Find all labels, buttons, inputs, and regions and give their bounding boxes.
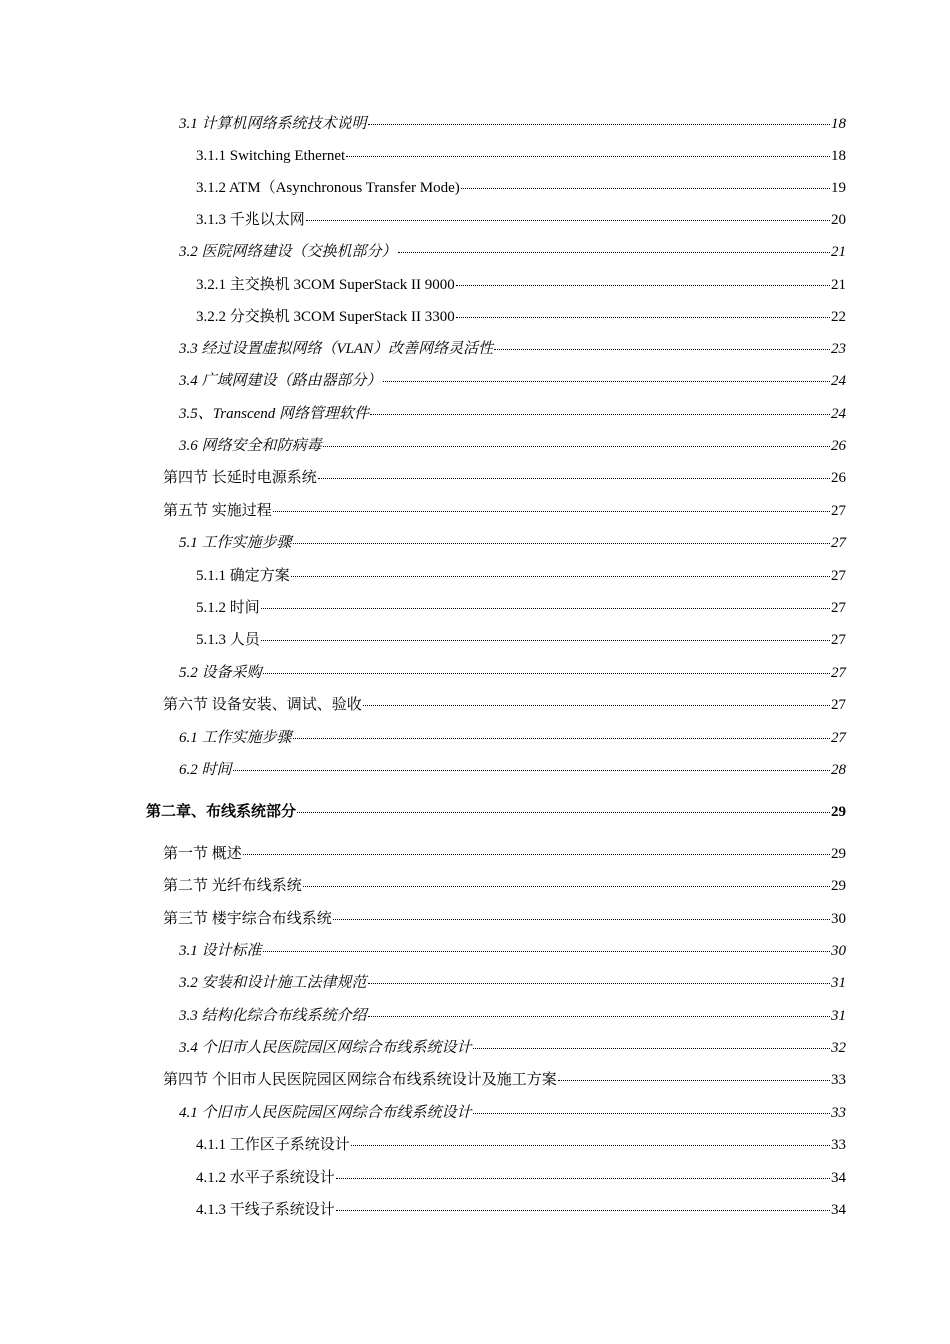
toc-entry[interactable] (179, 242, 846, 262)
toc-entry-title: 3.2 医院网络建设（交换机部分） (179, 244, 397, 260)
toc-entry[interactable] (196, 630, 846, 650)
toc-entry-title: 3.1.2 ATM（Asynchronous Transfer Mode) (196, 180, 460, 196)
toc-entry[interactable] (179, 663, 846, 683)
toc-entry-page-number: 27 (831, 665, 846, 681)
toc-entry-title: 3.1 设计标准 (179, 943, 262, 959)
toc-dot-leader (243, 853, 830, 855)
toc-entry[interactable] (196, 1135, 846, 1155)
toc-entry-page-number: 27 (831, 535, 846, 551)
toc-entry-page-number: 24 (831, 406, 846, 422)
toc-entry-page-number: 18 (831, 116, 846, 132)
toc-entry-page-number: 24 (831, 373, 846, 389)
toc-entry[interactable] (179, 371, 846, 391)
toc-entry-title: 4.1.2 水平子系统设计 (196, 1170, 335, 1186)
toc-dot-leader (261, 639, 830, 641)
toc-entry-title: 3.2 安装和设计施工法律规范 (179, 975, 367, 991)
toc-dot-leader (273, 510, 830, 512)
toc-dot-leader (368, 1015, 830, 1017)
toc-entry[interactable] (163, 501, 846, 521)
toc-entry[interactable] (179, 941, 846, 961)
toc-entry-title: 5.1 工作实施步骤 (179, 535, 292, 551)
toc-entry-page-number: 27 (831, 730, 846, 746)
toc-dot-leader (456, 316, 830, 318)
toc-entry-page-number: 18 (831, 148, 846, 164)
toc-entry-title: 4.1 个旧市人民医院园区网综合布线系统设计 (179, 1105, 472, 1121)
toc-entry-title: 4.1.3 干线子系统设计 (196, 1202, 335, 1218)
toc-entry-page-number: 31 (831, 1008, 846, 1024)
toc-entry-title: 5.1.1 确定方案 (196, 568, 290, 584)
toc-entry[interactable] (196, 178, 846, 198)
toc-dot-leader (303, 885, 830, 887)
toc-entry[interactable] (196, 598, 846, 618)
toc-dot-leader (333, 918, 830, 920)
toc-entry-page-number: 22 (831, 309, 846, 325)
toc-entry-page-number: 27 (831, 697, 846, 713)
toc-dot-leader (383, 380, 830, 382)
toc-entry-page-number: 27 (831, 568, 846, 584)
toc-dot-leader (461, 187, 830, 189)
toc-entry-title: 5.1.2 时间 (196, 600, 260, 616)
toc-entry[interactable] (179, 760, 846, 780)
toc-entry-title: 6.1 工作实施步骤 (179, 730, 292, 746)
toc-entry-page-number: 20 (831, 212, 846, 228)
toc-entry[interactable] (179, 973, 846, 993)
toc-dot-leader (368, 982, 830, 984)
toc-entry-title: 第二节 光纤布线系统 (163, 878, 302, 894)
toc-entry-title: 5.1.3 人员 (196, 632, 260, 648)
toc-entry-page-number: 29 (831, 804, 846, 820)
toc-dot-leader (346, 155, 830, 157)
toc-entry[interactable] (179, 339, 846, 359)
toc-entry[interactable] (163, 844, 846, 864)
toc-dot-leader (336, 1209, 830, 1211)
toc-entry-page-number: 21 (831, 244, 846, 260)
toc-dot-leader (368, 123, 830, 125)
toc-dot-leader (263, 672, 830, 674)
toc-dot-leader (263, 950, 830, 952)
toc-entry[interactable] (196, 1168, 846, 1188)
toc-dot-leader (336, 1177, 830, 1179)
toc-entry-page-number: 32 (831, 1040, 846, 1056)
toc-entry-title: 3.3 经过设置虚拟网络（VLAN）改善网络灵活性 (179, 341, 494, 357)
toc-entry[interactable] (179, 436, 846, 456)
toc-entry-page-number: 26 (831, 470, 846, 486)
toc-entry[interactable] (163, 1070, 846, 1090)
toc-entry-page-number: 26 (831, 438, 846, 454)
toc-entry[interactable] (196, 566, 846, 586)
toc-dot-leader (473, 1047, 830, 1049)
toc-entry[interactable] (196, 1200, 846, 1220)
toc-entry-title: 第一节 概述 (163, 846, 242, 862)
toc-entry-page-number: 29 (831, 846, 846, 862)
toc-entry-title: 3.2.1 主交换机 3COM SuperStack II 9000 (196, 277, 455, 293)
toc-dot-leader (351, 1144, 830, 1146)
toc-entry[interactable] (179, 533, 846, 553)
toc-dot-leader (494, 348, 830, 350)
toc-entry[interactable] (163, 909, 846, 929)
toc-entry-page-number: 33 (831, 1137, 846, 1153)
toc-entry-title: 第三节 楼宇综合布线系统 (163, 911, 332, 927)
toc-entry-page-number: 29 (831, 878, 846, 894)
toc-entry-page-number: 31 (831, 975, 846, 991)
toc-dot-leader (318, 477, 830, 479)
toc-entry-page-number: 19 (831, 180, 846, 196)
toc-entry-title: 3.4 个旧市人民医院园区网综合布线系统设计 (179, 1040, 472, 1056)
toc-entry-page-number: 23 (831, 341, 846, 357)
toc-entry[interactable] (196, 210, 846, 230)
toc-entry-title: 3.2.2 分交换机 3COM SuperStack II 3300 (196, 309, 455, 325)
toc-entry-title: 第五节 实施过程 (163, 503, 272, 519)
toc-entry-page-number: 30 (831, 911, 846, 927)
toc-entry-title: 第四节 长延时电源系统 (163, 470, 317, 486)
toc-dot-leader (456, 284, 830, 286)
toc-entry[interactable] (196, 146, 846, 166)
toc-dot-leader (558, 1079, 830, 1081)
toc-entry-title: 3.4 广域网建设（路由器部分） (179, 373, 382, 389)
toc-entry-page-number: 27 (831, 503, 846, 519)
toc-entry-title: 第四节 个旧市人民医院园区网综合布线系统设计及施工方案 (163, 1072, 557, 1088)
toc-entry-title: 6.2 时间 (179, 762, 232, 778)
toc-entry-title: 4.1.1 工作区子系统设计 (196, 1137, 350, 1153)
toc-entry-page-number: 21 (831, 277, 846, 293)
toc-entry[interactable] (179, 1038, 846, 1058)
toc-entry[interactable] (163, 876, 846, 896)
toc-dot-leader (293, 737, 830, 739)
toc-entry-title: 3.1.3 千兆以太网 (196, 212, 305, 228)
toc-entry[interactable] (179, 114, 846, 134)
toc-dot-leader (233, 769, 830, 771)
toc-entry-page-number: 34 (831, 1170, 846, 1186)
toc-dot-leader (363, 704, 830, 706)
toc-entry[interactable] (179, 1103, 846, 1123)
toc-entry-title: 3.6 网络安全和防病毒 (179, 438, 322, 454)
toc-entry-title: 第六节 设备安装、调试、验收 (163, 697, 362, 713)
toc-entry-page-number: 34 (831, 1202, 846, 1218)
toc-entry-page-number: 33 (831, 1072, 846, 1088)
toc-entry-title: 3.1.1 Switching Ethernet (196, 148, 346, 164)
toc-entry-page-number: 33 (831, 1105, 846, 1121)
toc-dot-leader (323, 445, 830, 447)
toc-entry[interactable] (179, 404, 846, 424)
toc-dot-leader (291, 575, 830, 577)
toc-dot-leader (261, 607, 830, 609)
toc-entry[interactable] (163, 468, 846, 488)
toc-entry-title: 第二章、布线系统部分 (146, 804, 297, 820)
toc-entry-page-number: 30 (831, 943, 846, 959)
toc-entry[interactable] (179, 728, 846, 748)
toc-entry[interactable] (179, 1006, 846, 1026)
toc-entry-page-number: 28 (831, 762, 846, 778)
toc-entry[interactable] (196, 275, 846, 295)
toc-entry[interactable] (146, 802, 846, 822)
toc-entry-title: 5.2 设备采购 (179, 665, 262, 681)
toc-dot-leader (297, 811, 830, 813)
toc-dot-leader (293, 542, 830, 544)
toc-dot-leader (473, 1112, 830, 1114)
toc-entry-page-number: 27 (831, 600, 846, 616)
toc-dot-leader (398, 251, 830, 253)
toc-entry[interactable] (196, 307, 846, 327)
toc-entry-page-number: 27 (831, 632, 846, 648)
toc-entry-title: 3.1 计算机网络系统技术说明 (179, 116, 367, 132)
toc-dot-leader (370, 413, 830, 415)
toc-entry-title: 3.3 结构化综合布线系统介绍 (179, 1008, 367, 1024)
toc-dot-leader (306, 219, 830, 221)
toc-entry-title: 3.5、Transcend 网络管理软件 (179, 406, 370, 422)
toc-entry[interactable] (163, 695, 846, 715)
